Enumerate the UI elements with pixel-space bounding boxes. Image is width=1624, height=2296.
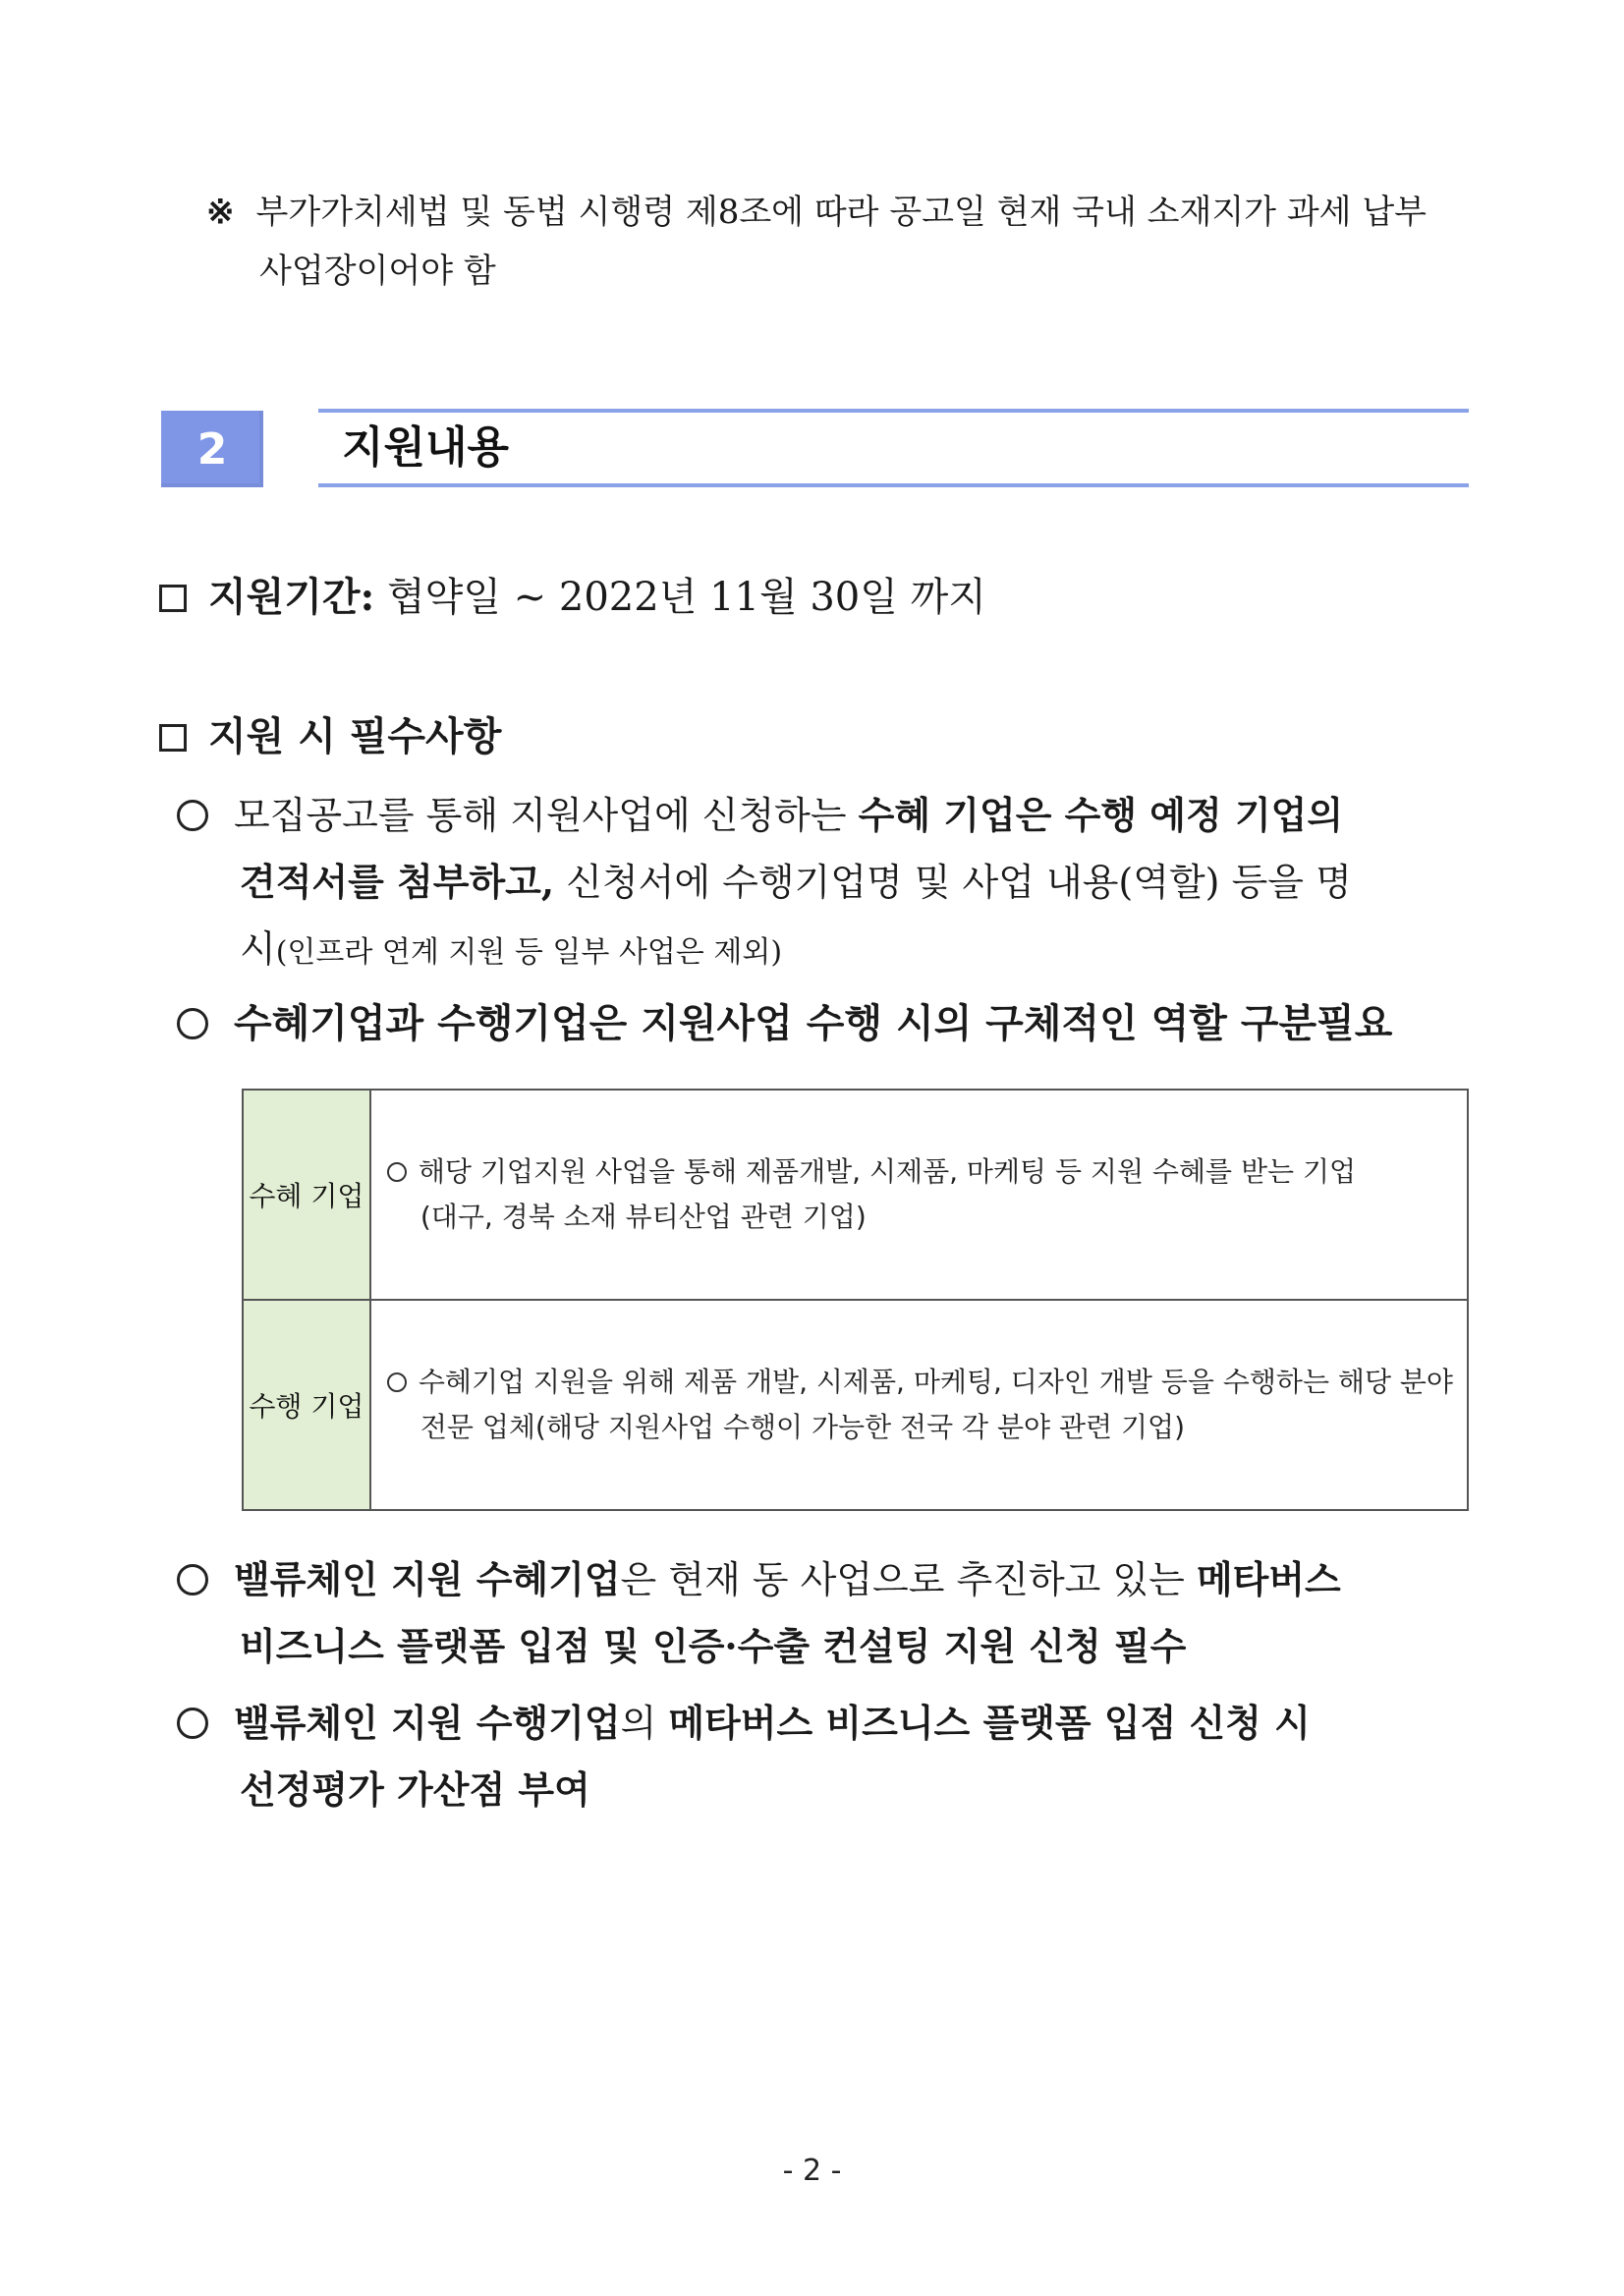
- requirement-item-3: [177, 1546, 1484, 1680]
- desc-line-1: [387, 1360, 1453, 1405]
- desc-text-1: 수혜기업 지원을 위해 제품 개발, 시제품, 마케팅, 디자인 개발 등을 수행하는 해당 분야: [418, 1366, 1453, 1398]
- small-circle-bullet-icon: [387, 1162, 407, 1182]
- table-row: [243, 1090, 1468, 1300]
- item1-line2: [177, 849, 1484, 916]
- section-number-badge: 2: [161, 411, 263, 487]
- desc-line-2: 전문 업체(해당 지원사업 수행이 가능한 전국 각 분야 관련 기업): [420, 1411, 1185, 1443]
- small-circle-bullet-icon: [387, 1372, 407, 1392]
- note-line-2: 사업장이어야 함: [259, 252, 496, 291]
- circle-bullet-icon: [177, 1008, 208, 1039]
- item1-line1-bold: 수혜 기업은 수행 예정 기업의: [858, 793, 1344, 837]
- item3-line1-bold-b: 메타버스: [1196, 1557, 1341, 1601]
- support-period-label: 지원기간:: [208, 574, 375, 620]
- item1-line3: [177, 916, 1484, 986]
- desc-line-2: (대구, 경북 소재 뷰티산업 관련 기업): [420, 1201, 867, 1233]
- item3-line1-normal: 은 현재 동 사업으로 추진하고 있는: [620, 1558, 1197, 1601]
- item1-line2-bold: 견적서를 첨부하고,: [240, 860, 555, 904]
- item4-line1: [177, 1690, 1484, 1757]
- page-number: - 2 -: [782, 2154, 842, 2188]
- circle-bullet-icon: [177, 1564, 208, 1596]
- desc-line-1: [387, 1149, 1453, 1195]
- circle-bullet-icon: [177, 1708, 208, 1739]
- requirement-item-1: [177, 782, 1484, 986]
- roles-table: [242, 1089, 1469, 1511]
- item3-line2: 비즈니스 플랫폼 입점 및 인증·수출 컨설팅 지원 신청 필수: [240, 1624, 1187, 1668]
- requirement-item-2: [177, 994, 1392, 1053]
- section-title: 지원내용: [342, 422, 510, 473]
- item3-line1: [177, 1546, 1484, 1613]
- checkbox-square-icon: [159, 585, 187, 612]
- reference-mark: ※: [206, 193, 235, 232]
- item2-text: 수혜기업과 수행기업은 지원사업 수행 시의 구체적인 역할 구분필요: [234, 1000, 1393, 1046]
- requirements-heading: [159, 707, 501, 766]
- desc-text-1: 해당 기업지원 사업을 통해 제품개발, 시제품, 마케팅 등 지원 수혜를 받는 기업: [418, 1155, 1357, 1188]
- item4-line1-bold-b: 메타버스 비즈니스 플랫폼 입점 신청 시: [668, 1701, 1311, 1745]
- role-desc-cell: [370, 1090, 1468, 1300]
- item1-line2-normal: 신청서에 수행기업명 및 사업 내용(역할) 등을 명: [554, 861, 1352, 904]
- note-text-1: 부가가치세법 및 동법 시행령 제8조에 따라 공고일 현재 국내 소재지가 과세 납부: [255, 193, 1428, 232]
- support-period-value: 협약일 ~ 2022년 11월 30일 까지: [387, 575, 986, 620]
- item1-line3-normal: 시: [240, 927, 276, 971]
- role-name-cell: 수행 기업: [243, 1300, 370, 1510]
- checkbox-square-icon: [159, 724, 187, 752]
- note-line-1: [206, 183, 1427, 242]
- requirements-heading-text: 지원 시 필수사항: [208, 713, 502, 759]
- circle-bullet-icon: [177, 800, 208, 831]
- item1-line1: [177, 782, 1484, 849]
- requirement-item-4: [177, 1690, 1484, 1823]
- table-row: [243, 1300, 1468, 1510]
- role-name-cell: 수혜 기업: [243, 1090, 370, 1300]
- item4-line1-bold-a: 밸류체인 지원 수행기업: [234, 1701, 621, 1745]
- item3-line1-bold-a: 밸류체인 지원 수혜기업: [234, 1557, 621, 1601]
- item1-line3-small: (인프라 연계 지원 등 일부 사업은 제외): [275, 935, 783, 970]
- role-desc-cell: [370, 1300, 1468, 1510]
- support-period: [159, 568, 986, 627]
- item4-line1-normal: 의: [620, 1702, 669, 1745]
- item1-line1-normal: 모집공고를 통해 지원사업에 신청하는: [234, 794, 859, 837]
- item4-line2: 선정평가 가산점 부여: [240, 1767, 590, 1812]
